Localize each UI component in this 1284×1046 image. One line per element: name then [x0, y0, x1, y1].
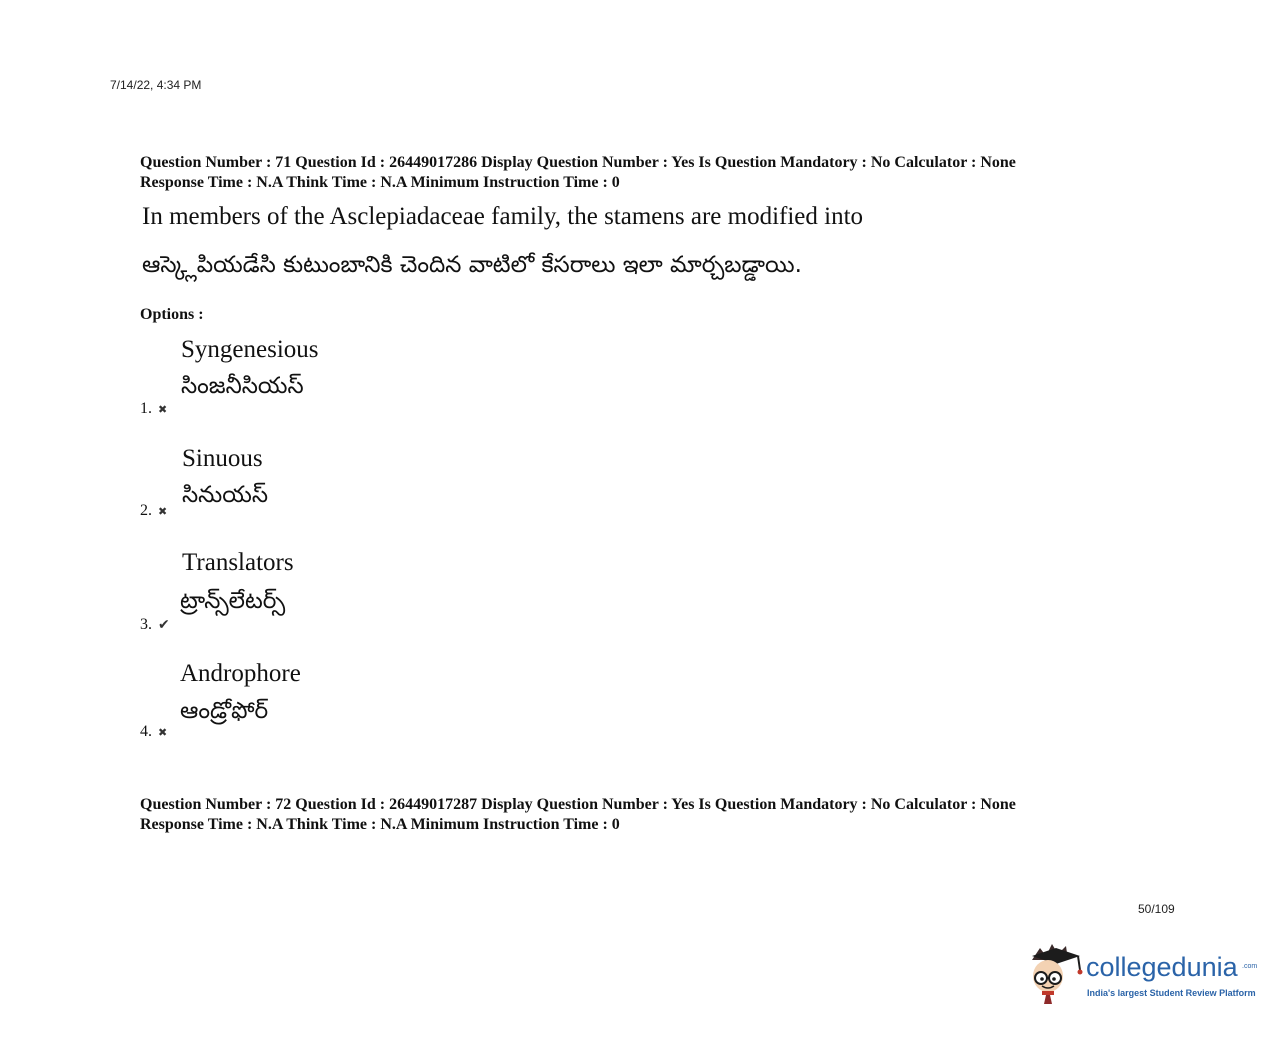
option-4-english: Androphore — [180, 660, 301, 687]
question-text-telugu: ఆస్క్లెపియడేసి కుటుంబానికి చెందిన వాటిలో కేసరాలు ఇలా మార్చబడ్డాయి. — [142, 252, 802, 278]
option-1-english: Syngenesious — [181, 336, 319, 363]
print-timestamp: 7/14/22, 4:34 PM — [110, 78, 202, 92]
question-71-meta-line-2: Response Time : N.A Think Time : N.A Minimum Instruction Time : 0 — [140, 174, 620, 191]
option-3-telugu: ట్రాన్స్‌లేటర్స్ — [180, 588, 286, 614]
brand-tagline: India's largest Student Review Platform — [1087, 988, 1256, 998]
collegedunia-mascot-icon — [1022, 938, 1086, 1010]
option-1-number-row — [140, 400, 167, 418]
cross-icon: ✖ — [158, 505, 168, 518]
option-4-telugu: ఆండ్రోఫోర్ — [180, 698, 269, 724]
checkmark-icon: ✔ — [158, 617, 170, 633]
option-1-telugu: సింజనీసియస్ — [181, 373, 304, 399]
option-2-telugu: సినుయస్ — [182, 482, 268, 508]
option-3-number-row — [140, 616, 170, 634]
question-text-english: In members of the Asclepiadaceae family, the stamens are modified into — [142, 203, 864, 230]
brand-suffix: .com — [1242, 963, 1258, 970]
option-4-number: 4. — [140, 723, 152, 740]
question-71-meta-line-1: Question Number : 71 Question Id : 26449017286 Display Question Number : Yes Is Question Mandatory : No Calculator : None — [140, 154, 1016, 171]
cross-icon: ✖ — [158, 403, 168, 416]
brand-name: collegedunia — [1086, 952, 1238, 982]
question-71-meta — [140, 153, 1016, 193]
cross-icon: ✖ — [158, 726, 168, 739]
option-2-number: 2. — [140, 502, 152, 519]
option-1-number: 1. — [140, 400, 152, 417]
option-3-english: Translators — [182, 549, 294, 576]
question-72-meta-line-2: Response Time : N.A Think Time : N.A Minimum Instruction Time : 0 — [140, 816, 620, 833]
option-4-number-row — [140, 723, 167, 741]
options-label: Options : — [140, 306, 204, 323]
option-3-number: 3. — [140, 616, 152, 633]
option-2-english: Sinuous — [182, 445, 263, 472]
question-72-meta — [140, 795, 1016, 835]
question-72-meta-line-1: Question Number : 72 Question Id : 26449017287 Display Question Number : Yes Is Question Mandatory : No Calculator : None — [140, 796, 1016, 813]
page-number: 50/109 — [1138, 902, 1175, 916]
option-2-number-row — [140, 502, 167, 520]
